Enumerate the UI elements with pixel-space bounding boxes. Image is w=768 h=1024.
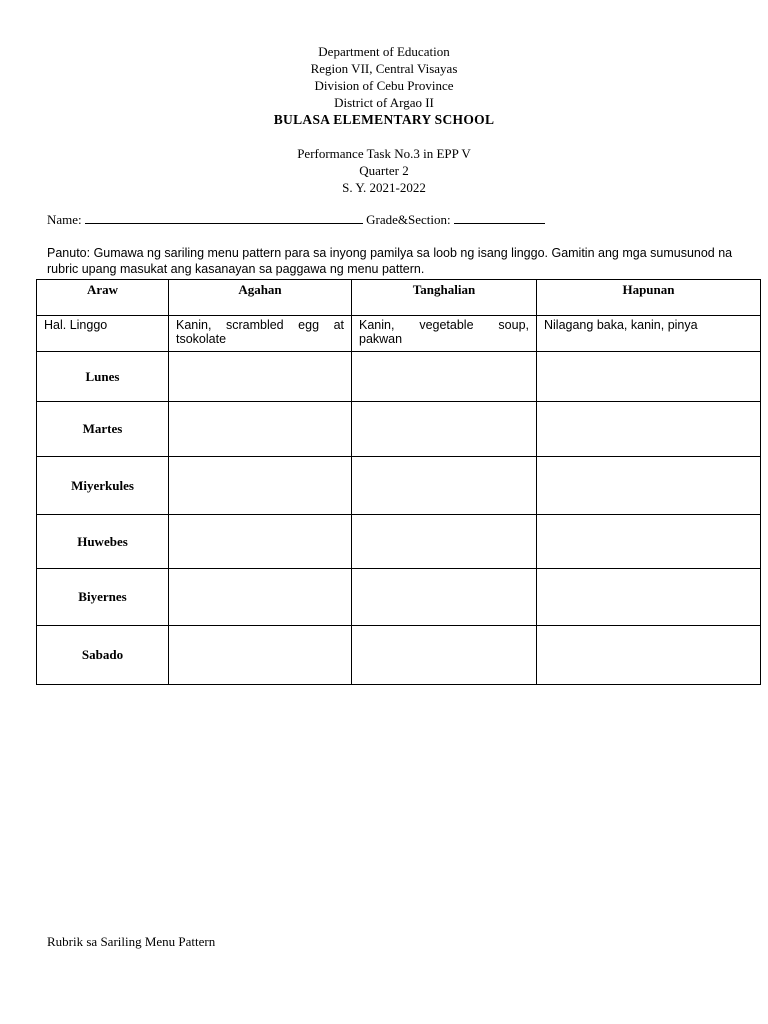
table-row [37,352,761,402]
day-martes: Martes [37,402,169,457]
day-lunes: Lunes [37,352,169,402]
day-huwebes: Huwebes [37,515,169,569]
menu-pattern-table [36,279,761,685]
example-row [37,316,761,352]
table-row [37,457,761,515]
sabado-agahan-cell[interactable] [169,626,352,685]
martes-tanghalian-cell[interactable] [352,402,537,457]
name-blank[interactable] [85,211,363,224]
lunes-agahan-cell[interactable] [169,352,352,402]
biyernes-tanghalian-cell[interactable] [352,569,537,626]
district-name: District of Argao II [334,95,434,110]
biyernes-hapunan-cell[interactable] [537,569,761,626]
sabado-tanghalian-cell[interactable] [352,626,537,685]
table-row [37,515,761,569]
huwebes-tanghalian-cell[interactable] [352,515,537,569]
biyernes-agahan-cell[interactable] [169,569,352,626]
name-label: Name: [47,212,82,227]
student-info-line [47,211,545,228]
example-agahan: Kanin, scrambled egg at tsokolate [169,316,352,352]
martes-hapunan-cell[interactable] [537,402,761,457]
header-araw: Araw [37,280,169,316]
header-tanghalian: Tanghalian [352,280,537,316]
header-hapunan: Hapunan [537,280,761,316]
quarter-label: Quarter 2 [359,163,409,178]
example-tanghalian: Kanin, vegetable soup, pakwan [352,316,537,352]
day-miyerkules: Miyerkules [37,457,169,515]
division-name: Division of Cebu Province [314,78,454,93]
instructions-text: Panuto: Gumawa ng sariling menu pattern para sa inyong pamilya sa loob ng isang linggo. Gamitin ang mga sumusunod na rubric upang masukat ang kasanayan sa paggawa ng menu pattern. [47,246,733,276]
table-row [37,626,761,685]
lunes-hapunan-cell[interactable] [537,352,761,402]
header-agahan: Agahan [169,280,352,316]
martes-agahan-cell[interactable] [169,402,352,457]
day-biyernes: Biyernes [37,569,169,626]
grade-section-label: Grade&Section: [366,212,451,227]
table-header-row [37,280,761,316]
table-row [37,402,761,457]
miyerkules-agahan-cell[interactable] [169,457,352,515]
example-day: Hal. Linggo [37,316,169,352]
example-hapunan: Nilagang baka, kanin, pinya [537,316,761,352]
day-sabado: Sabado [37,626,169,685]
school-year: S. Y. 2021-2022 [342,180,426,195]
grade-section-blank[interactable] [454,211,545,224]
huwebes-agahan-cell[interactable] [169,515,352,569]
rubric-title: Rubrik sa Sariling Menu Pattern [47,934,216,949]
task-info [0,145,768,196]
miyerkules-hapunan-cell[interactable] [537,457,761,515]
sabado-hapunan-cell[interactable] [537,626,761,685]
task-title: Performance Task No.3 in EPP V [297,146,471,161]
lunes-tanghalian-cell[interactable] [352,352,537,402]
school-name: BULASA ELEMENTARY SCHOOL [273,112,495,127]
department-name: Department of Education [318,44,450,59]
table-row [37,569,761,626]
region-name: Region VII, Central Visayas [310,61,458,76]
miyerkules-tanghalian-cell[interactable] [352,457,537,515]
letterhead [0,43,768,128]
huwebes-hapunan-cell[interactable] [537,515,761,569]
